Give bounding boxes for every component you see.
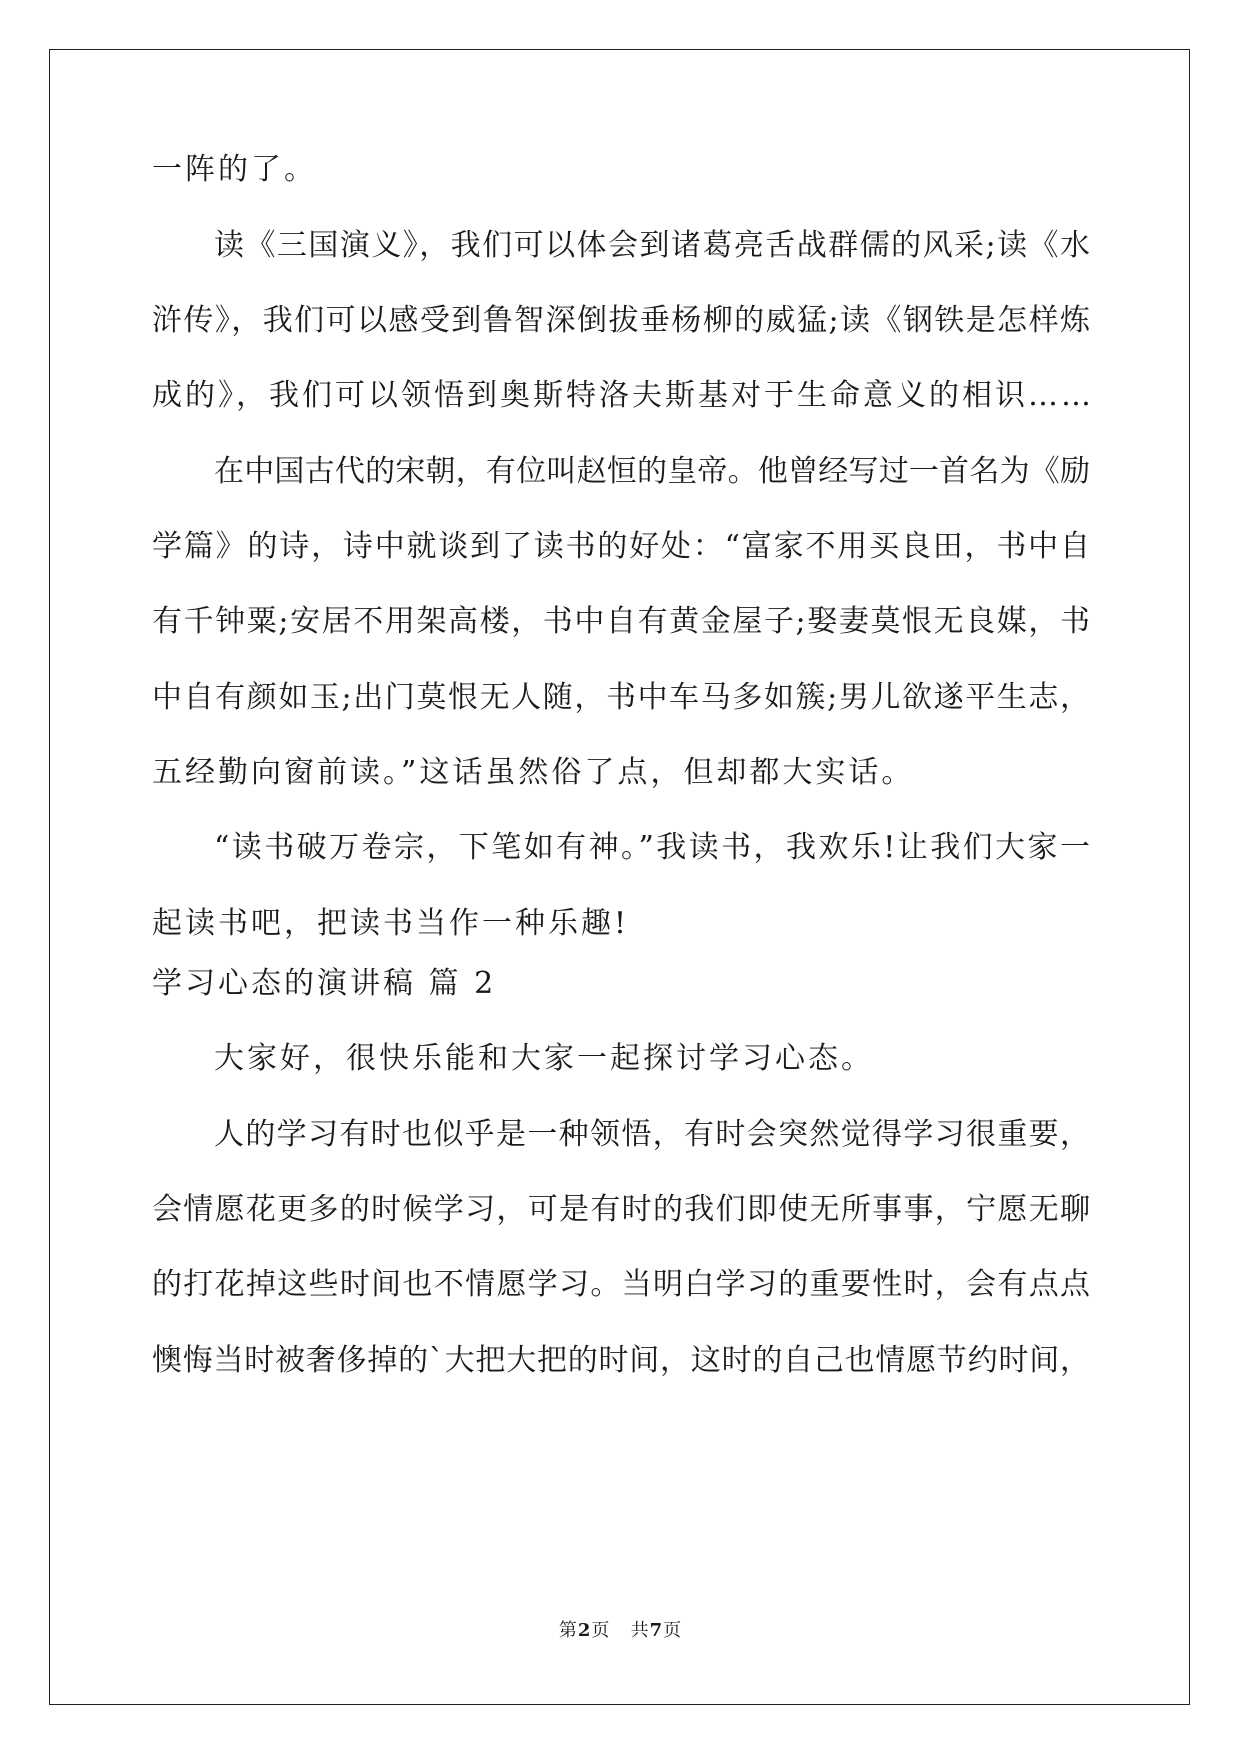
- page-footer: [0, 1620, 1241, 1642]
- paragraph-line: 人的学习有时也似乎是一种领悟，有时会突然觉得学习很重要，: [214, 1117, 1090, 1152]
- paragraph-line: 起读书吧，把读书当作一种乐趣!: [152, 906, 630, 941]
- paragraph-line: 学篇》的诗，诗中就谈到了读书的好处：“富家不用买良田，书中自: [152, 529, 1090, 564]
- paragraph-line: 一阵的了。: [152, 152, 317, 187]
- current-page-number: 2: [577, 1620, 592, 1641]
- paragraph-line: 读《三国演义》，我们可以体会到诸葛亮舌战群儒的风采;读《水: [214, 228, 1090, 263]
- footer-mid: 页 共: [591, 1620, 650, 1641]
- paragraph-line: 浒传》，我们可以感受到鲁智深倒拔垂杨柳的威猛;读《钢铁是怎样炼: [152, 303, 1090, 338]
- paragraph-line: 有千钟粟;安居不用架高楼，书中自有黄金屋子;娶妻莫恨无良媒，书: [152, 604, 1090, 639]
- section-heading: 学习心态的演讲稿 篇 2: [152, 966, 497, 1001]
- paragraph-line: 成的》，我们可以领悟到奥斯特洛夫斯基对于生命意义的相识……: [152, 378, 1094, 413]
- paragraph-line: 懊悔当时被奢侈掉的`大把大把的时间，这时的自己也情愿节约时间，: [152, 1343, 1090, 1378]
- paragraph-line: “读书破万卷宗，下笔如有神。”我读书，我欢乐!让我们大家一: [214, 830, 1090, 865]
- paragraph-line: 五经勤向窗前读。”这话虽然俗了点，但却都大实话。: [152, 755, 915, 790]
- footer-suffix: 页: [663, 1620, 683, 1641]
- paragraph-line: 的打花掉这些时间也不情愿学习。当明白学习的重要性时，会有点点: [152, 1267, 1090, 1302]
- paragraph-line: 在中国古代的宋朝，有位叫赵恒的皇帝。他曾经写过一首名为《励: [214, 454, 1090, 489]
- page-border: [49, 49, 1190, 1705]
- footer-prefix: 第: [558, 1620, 578, 1641]
- paragraph-line: 中自有颜如玉;出门莫恨无人随，书中车马多如簇;男儿欲遂平生志，: [152, 680, 1090, 715]
- paragraph-line: 会情愿花更多的时候学习，可是有时的我们即使无所事事，宁愿无聊: [152, 1192, 1090, 1227]
- total-page-number: 7: [649, 1620, 664, 1641]
- paragraph-line: 大家好，很快乐能和大家一起探讨学习心态。: [214, 1041, 874, 1076]
